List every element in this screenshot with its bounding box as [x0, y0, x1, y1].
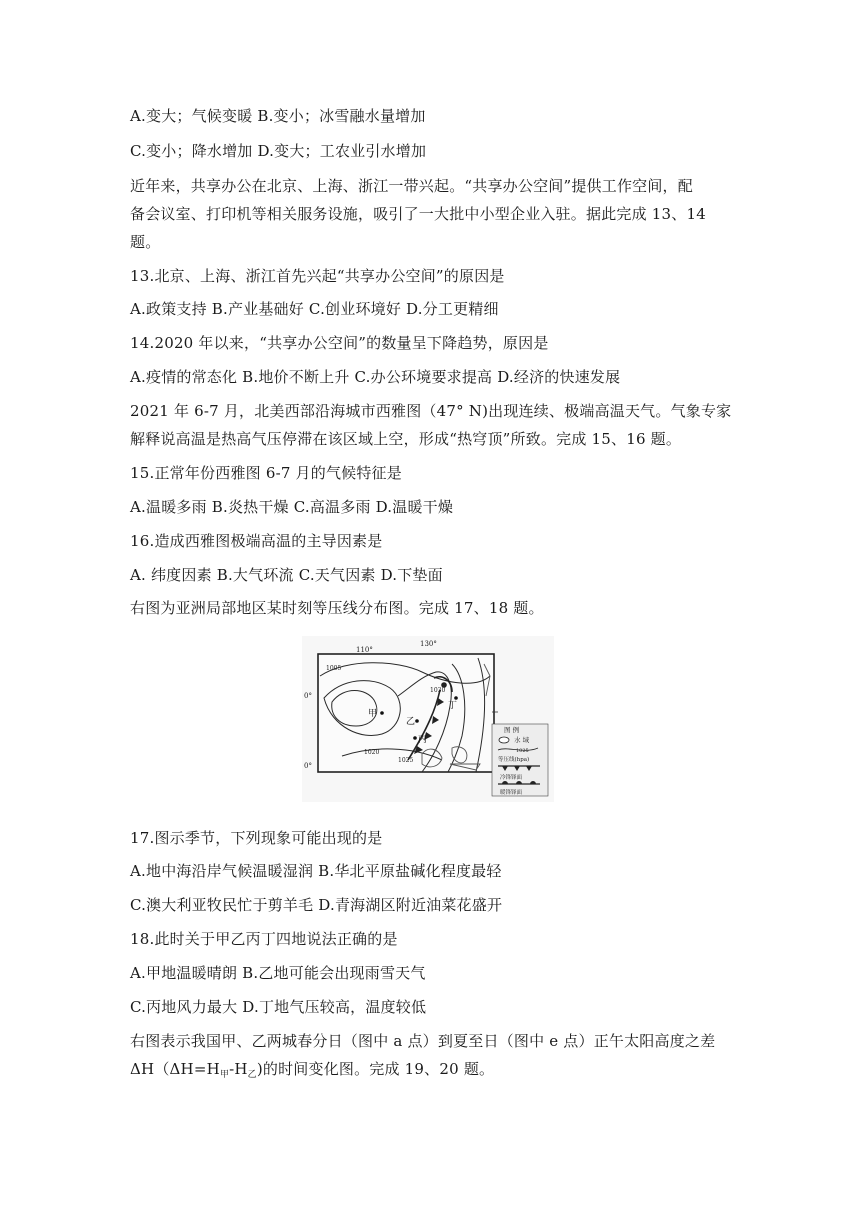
question-18: 18.此时关于甲乙丙丁四地说法正确的是 [130, 930, 398, 948]
place-label-bing: 丙 [418, 735, 428, 745]
legend-warm-front: 暖锋锋面 [500, 790, 523, 796]
question-13: 13.北京、上海、浙江首先兴起“共享办公空间”的原因是 [130, 267, 505, 285]
passage-17-18: 右图为亚洲局部地区某时刻等压线分布图。完成 17、18 题。 [130, 599, 544, 617]
question-15: 15.正常年份西雅图 6-7 月的气候特征是 [130, 464, 402, 482]
question-14: 14.2020 年以来，“共享办公空间”的数量呈下降趋势，原因是 [130, 334, 549, 352]
delta-h-formula-start: ΔH（ΔH=H [130, 1060, 220, 1078]
passage-13-14-line2: 备会议室、打印机等相关服务设施，吸引了一大批中小型企业入驻。据此完成 13、14 [130, 205, 706, 223]
isobar-label-1020: 1020 [364, 749, 380, 756]
passage-15-16-line2: 解释说高温是热高气压停滞在该区域上空，形成“热穹顶”所致。完成 15、16 题。 [130, 430, 682, 448]
q18-options-ab: A.甲地温暖晴朗 B.乙地可能会出现雨雪天气 [130, 964, 426, 982]
legend-title: 图 例 [504, 726, 520, 734]
q12-options-cd: C.变小；降水增加 D.变大；工农业引水增加 [130, 142, 427, 160]
lat-label-lower: 0° [304, 762, 312, 770]
legend-cold-front: 冷锋锋面 [500, 775, 523, 781]
lon-label-110: 110° [356, 646, 373, 654]
question-16: 16.造成西雅图极端高温的主导因素是 [130, 532, 383, 550]
isobar-label-1025: 1025 [398, 757, 414, 764]
lon-label-130: 130° [420, 640, 437, 648]
passage-13-14-line3: 题。 [130, 233, 161, 251]
passage-13-14-line1: 近年来，共享办公在北京、上海、浙江一带兴起。“共享办公空间”提供工作空间，配 [130, 177, 693, 195]
q15-options: A.温暖多雨 B.炎热干燥 C.高温多雨 D.温暖干燥 [130, 498, 454, 516]
delta-h-formula-minus: -H [229, 1060, 248, 1078]
q14-options: A.疫情的常态化 B.地价不断上升 C.办公环境要求提高 D.经济的快速发展 [130, 368, 621, 386]
isobar-label-1030: 1030 [430, 687, 446, 694]
legend-water: 水 域 [514, 736, 530, 744]
passage-19-20-line2 [130, 1059, 494, 1085]
subscript-jia: 甲 [219, 1070, 230, 1080]
place-label-yi: 乙 [406, 717, 416, 727]
place-label-ding: 丁 [448, 701, 458, 711]
q12-options-ab: A.变大；气候变暖 B.变小；冰雪融水量增加 [130, 107, 426, 125]
lat-label-upper: 0° [304, 692, 312, 700]
place-label-jia: 甲 [368, 709, 378, 719]
passage-19-20-line1: 右图表示我国甲、乙两城春分日（图中 a 点）到夏至日（图中 e 点）正午太阳高度之差 [130, 1032, 716, 1050]
isobar-map [302, 636, 554, 802]
q17-options-cd: C.澳大利亚牧民忙于剪羊毛 D.青海湖区附近油菜花盛开 [130, 896, 503, 914]
q18-options-cd: C.丙地风力最大 D.丁地气压较高，温度较低 [130, 998, 427, 1016]
legend-isobar: 等压线(hpa) [498, 757, 530, 763]
q17-options-ab: A.地中海沿岸气候温暖湿润 B.华北平原盐碱化程度最轻 [130, 862, 502, 880]
q16-options: A. 纬度因素 B.大气环流 C.天气因素 D.下垫面 [130, 566, 443, 584]
delta-h-formula-end: )的时间变化图。完成 19、20 题。 [256, 1060, 495, 1078]
passage-15-16-line1: 2021 年 6-7 月，北美西部沿海城市西雅图（47° N)出现连续、极端高温天气。气象专家 [130, 402, 732, 420]
subscript-yi: 乙 [247, 1070, 257, 1080]
question-17: 17.图示季节，下列现象可能出现的是 [130, 829, 383, 847]
isobar-label-1005: 1005 [326, 665, 342, 672]
isobar-map-figure [302, 636, 554, 802]
legend-isobar-value: 1025 [516, 748, 529, 754]
q13-options: A.政策支持 B.产业基础好 C.创业环境好 D.分工更精细 [130, 300, 499, 318]
